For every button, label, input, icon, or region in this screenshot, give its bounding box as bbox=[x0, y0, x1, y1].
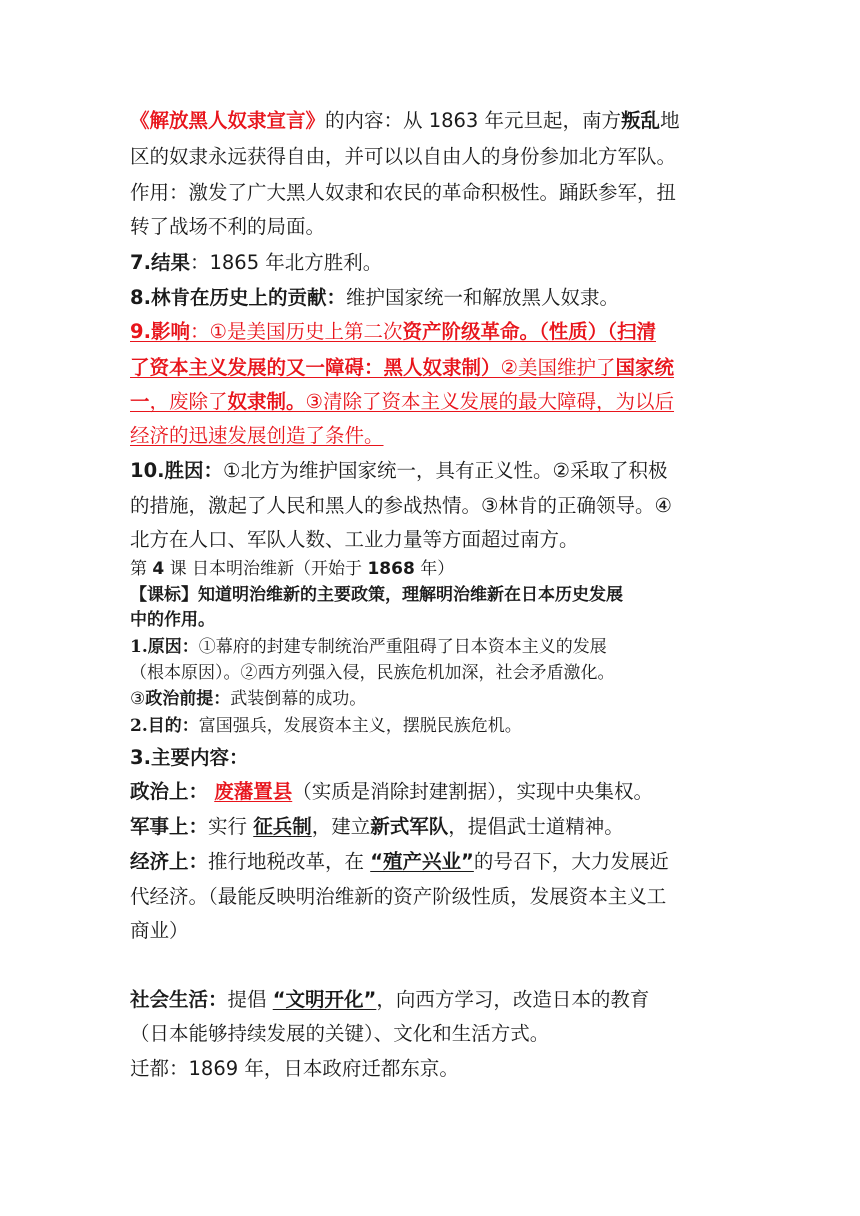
proclamation-line-3: 作用：激发了广大黑人奴隶和农民的革命积极性。踊跃参军，扭 bbox=[130, 181, 677, 204]
result-line: 7.结果：1865 年北方胜利。 bbox=[130, 251, 383, 274]
society-key: “文明开化” bbox=[272, 988, 377, 1011]
victory-line-2: 的措施，激起了人民和黑人的参战热情。③林肯的正确领导。④ bbox=[130, 494, 672, 517]
main-content-title: 3.主要内容： bbox=[130, 746, 249, 769]
economy-line-1: 经济上：推行地税改革，在 “殖产兴业”的号召下，大力发展近 bbox=[130, 850, 669, 873]
influence-line-3: 一，废除了奴隶制。③清除了资本主义发展的最大障碍，为以后 bbox=[130, 390, 675, 413]
economy-key: “殖产兴业” bbox=[370, 850, 474, 873]
lincoln-contribution-line: 8.林肯在历史上的贡献：维护国家统一和解放黑人奴隶。 bbox=[130, 286, 619, 309]
lincoln-label: 8.林肯在历史上的贡献： bbox=[130, 286, 346, 309]
cause-line-2: （根本原因）。②西方列强入侵，民族危机加深，社会矛盾激化。 bbox=[130, 663, 615, 683]
victory-label: 10.胜因： bbox=[130, 459, 224, 482]
cause-label: 1.原因： bbox=[130, 637, 199, 657]
politics-line: 政治上： 废藩置县（实质是消除封建割据），实现中央集权。 bbox=[130, 780, 653, 803]
influence-line-1: 9.影响：①是美国历史上第二次资产阶级革命。（性质）（扫清 bbox=[130, 320, 656, 343]
curriculum-line-1: 【课标】知道明治维新的主要政策，理解明治维新在日本历史发展 bbox=[130, 585, 623, 605]
influence-line-4: 经济的迅速发展创造了条件。 bbox=[130, 424, 384, 447]
military-key: 征兵制 bbox=[253, 815, 312, 838]
cause-line-1: 1.原因：①幕府的封建专制统治严重阻碍了日本资本主义的发展 bbox=[130, 637, 607, 657]
military-label: 军事上： bbox=[130, 815, 209, 838]
curriculum-line-2: 中的作用。 bbox=[130, 610, 215, 630]
proclamation-line-1: 《解放黑人奴隶宣言》的内容：从 1863 年元旦起，南方叛乱地 bbox=[130, 109, 680, 132]
economy-line-2: 代经济。（最能反映明治维新的资产阶级性质，发展资本主义工 bbox=[130, 885, 667, 908]
purpose-label: 2.目的： bbox=[130, 716, 199, 736]
society-label: 社会生活： bbox=[130, 988, 228, 1011]
lesson-heading: 第 4 课 日本明治维新（开始于 1868 年） bbox=[130, 559, 455, 579]
proclamation-title: 《解放黑人奴隶宣言》 bbox=[130, 109, 326, 132]
cause-line-3: ③政治前提：武装倒幕的成功。 bbox=[130, 689, 367, 709]
purpose-line: 2.目的：富国强兵，发展资本主义，摆脱民族危机。 bbox=[130, 716, 522, 736]
society-line-1: 社会生活：提倡 “文明开化”，向西方学习，改造日本的教育 bbox=[130, 988, 650, 1011]
victory-line-3: 北方在人口、军队人数、工业力量等方面超过南方。 bbox=[130, 528, 579, 551]
result-label: 7.结果 bbox=[130, 251, 190, 274]
economy-line-3: 商业） bbox=[130, 919, 189, 942]
victory-line-1: 10.胜因：①北方为维护国家统一，具有正义性。②采取了积极 bbox=[130, 459, 668, 482]
politics-label: 政治上： bbox=[130, 780, 209, 803]
proclamation-line-2: 区的奴隶永远获得自由，并可以以自由人的身份参加北方军队。 bbox=[130, 145, 677, 168]
military-line: 军事上：实行 征兵制，建立新式军队，提倡武士道精神。 bbox=[130, 815, 624, 838]
capital-line: 迁都：1869 年，日本政府迁都东京。 bbox=[130, 1057, 459, 1080]
proclamation-line-4: 转了战场不利的局面。 bbox=[130, 215, 326, 238]
influence-line-2: 了资本主义发展的又一障碍：黑人奴隶制）②美国维护了国家统 bbox=[130, 356, 675, 379]
society-line-2: （日本能够持续发展的关键）、文化和生活方式。 bbox=[130, 1022, 550, 1045]
politics-key: 废藩置县 bbox=[214, 780, 293, 803]
economy-label: 经济上： bbox=[130, 850, 209, 873]
